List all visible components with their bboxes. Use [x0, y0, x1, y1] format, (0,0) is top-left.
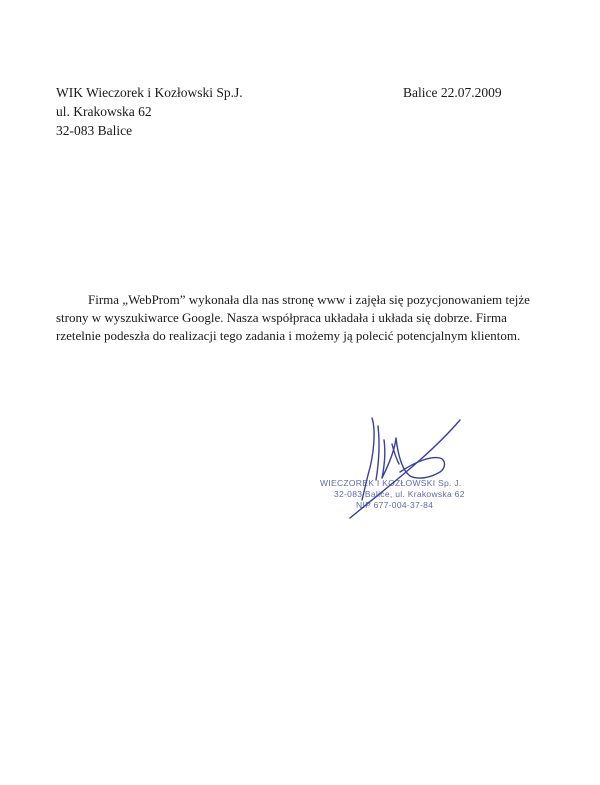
- stamp-line-1: WIECZOREK I KOZŁOWSKI Sp. J.: [320, 478, 462, 488]
- body-line: Firma „WebProm” wykonała dla nas stronę www i zajęła się pozycjonowaniem tejże: [88, 292, 530, 307]
- company-stamp-with-signature: [300, 400, 490, 530]
- letter-date: Balice 22.07.2009: [403, 85, 502, 100]
- sender-address: [56, 83, 243, 140]
- body-line: rzetelnie podeszła do realizacji tego zadania i możemy ją polecić potencjalnym klientom.: [56, 328, 521, 343]
- sender-street: ul. Krakowska 62: [56, 104, 152, 119]
- letter-body: [56, 291, 546, 345]
- sender-company: WIK Wieczorek i Kozłowski Sp.J.: [56, 85, 243, 100]
- stamp-line-2: 32-083 Balice, ul. Krakowska 62: [334, 489, 465, 499]
- sender-postal-city: 32-083 Balice: [56, 123, 133, 138]
- body-line: strony w wyszukiwarce Google. Nasza współpraca układała i układa się dobrze. Firma: [56, 310, 507, 325]
- stamp-svg: [300, 400, 490, 530]
- stamp-line-3: NIP 677-004-37-84: [356, 500, 434, 510]
